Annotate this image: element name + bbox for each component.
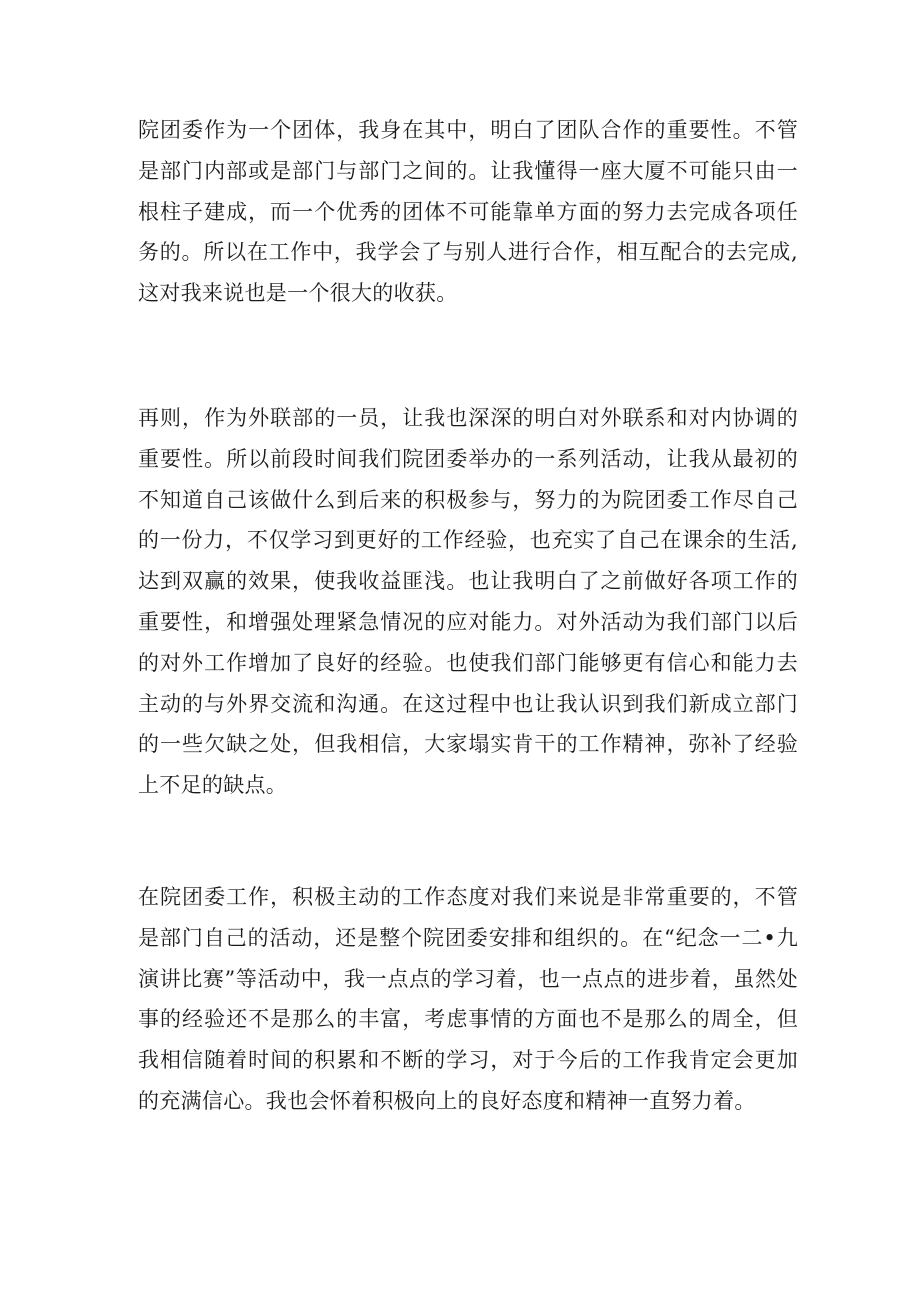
paragraph-external-relations: 再则，作为外联部的一员，让我也深深的明白对外联系和对内协调的重要性。所以前段时间我们院团委举办的一系列活动，让我从最初的不知道自己该做什么到后来的积极参与，努力的为院团委工作尽自己的一份力，不仅学习到更好的工作经验，也充实了自己在课余的生活,达到双赢的效果，使我收益匪浅。也让我明白了之前做好各项工作的重要性，和增强处理紧急情况的应对能力。对外活动为我们部门以后的对外工作增加了良好的经验。也使我们部门能够更有信心和能力去主动的与外界交流和沟通。在这过程中也让我认识到我们新成立部门的一些欠缺之处，但我相信，大家塌实肯干的工作精神，弥补了经验上不足的缺点。 (138, 406, 798, 798)
paragraph-work-attitude: 在院团委工作，积极主动的工作态度对我们来说是非常重要的，不管是部门自己的活动，还是整个院团委安排和组织的。在“纪念一二•九演讲比赛”等活动中，我一点点的学习着，也一点点的进步着，虽然处事的经验还不是那么的丰富，考虑事情的方面也不是那么的周全，但我相信随着时间的积累和不断的学习，对于今后的工作我肯定会更加的充满信心。我也会怀着积极向上的良好态度和精神一直努力着。 (138, 885, 798, 1113)
paragraph-teamwork: 院团委作为一个团体，我身在其中，明白了团队合作的重要性。不管是部门内部或是部门与部门之间的。让我懂得一座大厦不可能只由一根柱子建成，而一个优秀的团体不可能靠单方面的努力去完成各项任务的。所以在工作中，我学会了与别人进行合作，相互配合的去完成,这对我来说也是一个很大的收获。 (138, 118, 798, 306)
